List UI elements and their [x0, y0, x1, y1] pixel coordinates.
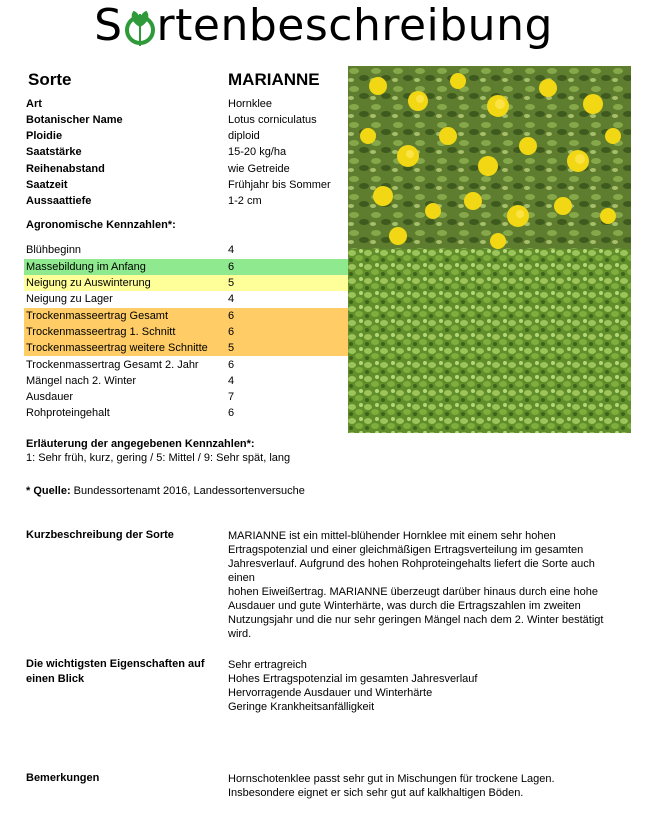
leaves-photo: [348, 249, 631, 433]
agronomic-key: Trockenmasseertrag weitere Schnitte: [26, 342, 208, 354]
flower-photo: [348, 66, 631, 249]
detail-key: Saatzeit: [26, 179, 68, 191]
property-item: Hervorragende Ausdauer und Winterhärte: [228, 687, 433, 699]
agronomic-value: 6: [228, 407, 235, 419]
properties-label: [26, 657, 204, 687]
detail-value: wie Getreide: [228, 163, 290, 175]
detail-row: [24, 177, 348, 193]
agronomic-value: 6: [228, 310, 235, 322]
detail-key: Art: [26, 98, 42, 110]
agronomic-row-highlight-yellow: [24, 275, 348, 291]
detail-value: 1-2 cm: [228, 195, 262, 207]
agronomic-value: 4: [228, 293, 235, 305]
description-line: Ertragspotenzial und einer gleichmäßigen Ertragsverteilung im gesamten: [228, 544, 584, 556]
agronomic-key: Trockenmassertrag Gesamt 2. Jahr: [26, 359, 199, 371]
detail-row: [24, 144, 348, 160]
agronomic-key: Neigung zu Auswinterung: [26, 277, 151, 289]
agronomic-row-highlight-green: [24, 259, 348, 275]
sorte-label: Sorte: [28, 70, 72, 89]
agronomic-value: 6: [228, 359, 235, 371]
agronomic-value: 6: [228, 261, 235, 273]
detail-value: Frühjahr bis Sommer: [228, 179, 331, 191]
description-label: Kurzbeschreibung der Sorte: [26, 529, 174, 541]
agronomic-key: Rohproteingehalt: [26, 407, 110, 419]
agronomic-key: Neigung zu Lager: [26, 293, 113, 305]
detail-row: [24, 96, 348, 112]
detail-row: [24, 193, 348, 209]
title-part-1: S: [94, 0, 123, 51]
detail-value: Hornklee: [228, 98, 273, 110]
remarks-label: Bemerkungen: [26, 772, 100, 784]
agronomic-row: [24, 389, 348, 405]
agronomic-row: [24, 373, 348, 389]
agronomic-key: Ausdauer: [26, 391, 74, 403]
property-item: Sehr ertragreich: [228, 659, 307, 671]
agronomic-value: 6: [228, 326, 235, 338]
property-item: Hohes Ertragspotenzial im gesamten Jahresverlauf: [228, 673, 478, 685]
title-part-2: rtenbeschreibung: [156, 0, 553, 51]
detail-key: Botanischer Name: [26, 114, 123, 126]
agronomic-row: [24, 291, 348, 307]
remarks-line: Hornschotenklee passt sehr gut in Mischungen für trockene Lagen.: [228, 773, 555, 785]
detail-row: [24, 112, 348, 128]
detail-value: diploid: [228, 130, 260, 142]
detail-row: [24, 161, 348, 177]
agronomic-value: 4: [228, 244, 235, 256]
sorte-value: MARIANNE: [228, 70, 320, 89]
agronomic-heading: Agronomische Kennzahlen*:: [26, 219, 176, 231]
source-text: Bundessortenamt 2016, Landessortenversuche: [70, 485, 305, 497]
description-line: Ausdauer und gute Winterhärte, was durch die Ertragszahlen im zweiten: [228, 600, 581, 612]
source-line: [26, 485, 305, 497]
explanation-heading: Erläuterung der angegebenen Kennzahlen*:: [26, 438, 255, 450]
properties-label-line: Die wichtigsten Eigenschaften auf: [26, 658, 205, 670]
agronomic-key: Massebildung im Anfang: [26, 261, 146, 273]
agronomic-value: 5: [228, 342, 235, 354]
detail-value: Lotus corniculatus: [228, 114, 317, 126]
detail-key: Aussaattiefe: [26, 195, 92, 207]
property-item: Geringe Krankheitsanfälligkeit: [228, 701, 375, 713]
agronomic-row-highlight-orange: [24, 324, 348, 340]
source-label: * Quelle:: [26, 485, 71, 497]
description-line: MARIANNE ist ein mittel-blühender Hornklee mit einem sehr hohen: [228, 530, 556, 542]
detail-value: 15-20 kg/ha: [228, 146, 287, 158]
agronomic-row: [24, 357, 348, 373]
description-line: hohen Eiweißertrag. MARIANNE überzeugt darüber hinaus durch eine hohe: [228, 586, 598, 598]
detail-key: Ploidie: [26, 130, 63, 142]
properties-label-line: einen Blick: [26, 673, 85, 685]
page-title: [0, 2, 647, 50]
seed-logo-icon: [123, 6, 157, 46]
agronomic-row-highlight-orange: [24, 340, 348, 356]
remarks-text: [228, 772, 618, 800]
detail-row: [24, 128, 348, 144]
description-line: Nutzungsjahr und die nur sehr geringen Mängel nach dem 2. Winter bestätigt: [228, 614, 604, 626]
properties-list: [228, 658, 618, 714]
detail-key: Reihenabstand: [26, 163, 105, 175]
remarks-line: Insbesondere eignet er sich sehr gut auf kalkhaltigen Böden.: [228, 787, 524, 799]
explanation-text: 1: Sehr früh, kurz, gering / 5: Mittel / 9: Sehr spät, lang: [26, 452, 291, 464]
description-text: [228, 529, 618, 641]
agronomic-row-highlight-orange: [24, 308, 348, 324]
description-line: Jahresverlauf. Aufgrund des hohen Rohproteingehalts liefert die Sorte auch einen: [228, 558, 595, 584]
agronomic-key: Trockenmasseertrag 1. Schnitt: [26, 326, 176, 338]
description-line: wird.: [228, 628, 252, 640]
agronomic-row: [24, 242, 348, 258]
agronomic-value: 5: [228, 277, 235, 289]
detail-key: Saatstärke: [26, 146, 82, 158]
agronomic-row: [24, 405, 348, 421]
agronomic-value: 7: [228, 391, 235, 403]
agronomic-key: Trockenmasseertrag Gesamt: [26, 310, 169, 322]
agronomic-value: 4: [228, 375, 235, 387]
agronomic-key: Mängel nach 2. Winter: [26, 375, 137, 387]
agronomic-key: Blühbeginn: [26, 244, 82, 256]
